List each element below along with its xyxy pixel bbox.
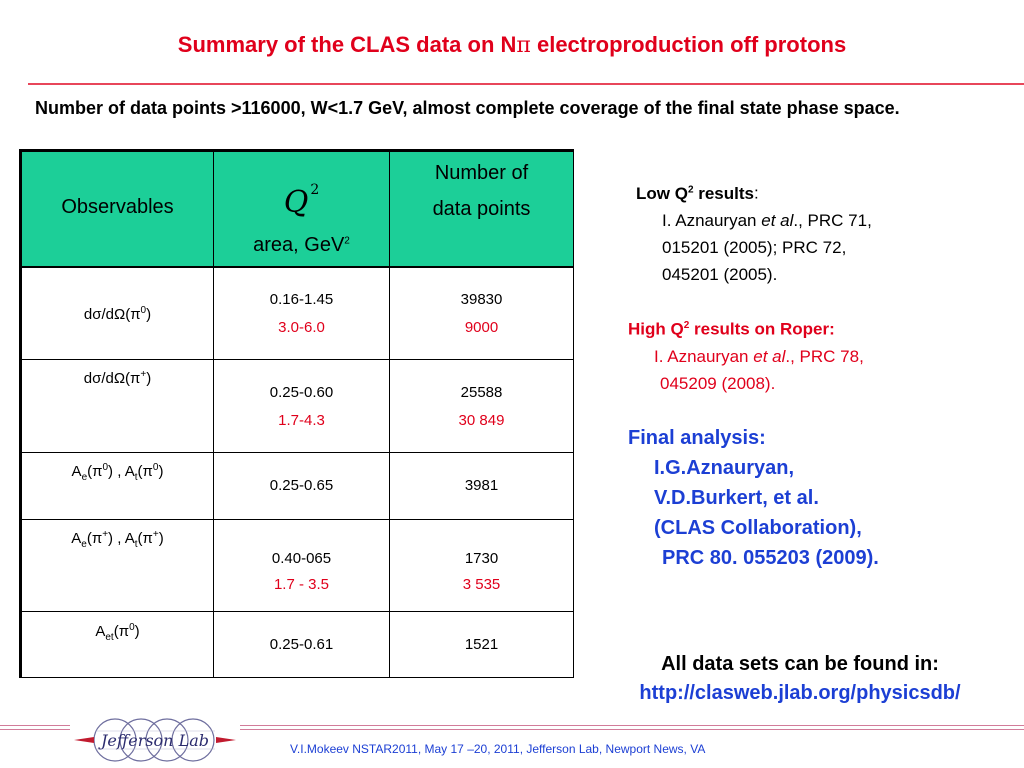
slide-subtitle: Number of data points >116000, W<1.7 GeV, almost complete coverage of the final state phase space. (35, 98, 900, 118)
row-observable: $d\sigma/d\Omega(\pi^0)$ (83, 305, 152, 323)
low-q2-ref-line2: 015201 (2005); PRC 72, (662, 237, 847, 257)
row-npoints: 39830 (460, 291, 503, 308)
header-observables (21, 151, 214, 268)
row-q2-range: 0.25-0.61 (269, 636, 334, 653)
row-q2-range-new: 1.7 - 3.5 (273, 576, 330, 593)
row-q2-range: 0.25-0.65 (269, 477, 334, 494)
high-q2-ref-line2: 045209 (2008). (660, 373, 776, 393)
row-observable: $A_e(\pi^0)$ , $A_t(\pi^0)$ (71, 462, 164, 483)
row-observable: $A_e(\pi^+)$ , $A_t(\pi^+)$ (71, 529, 164, 550)
low-q2-ref-line1: I. Aznauryan et al., PRC 71, (662, 210, 872, 230)
title-divider (28, 83, 1024, 85)
row-observable: dσ/dΩ(π+) (83, 369, 152, 387)
row-npoints: 1521 (464, 636, 499, 653)
row-q2-range: 0.40-065 (271, 550, 332, 567)
low-q2-results (636, 176, 996, 288)
row-npoints-new: 9000 (464, 319, 499, 336)
row-npoints: 1730 (464, 550, 499, 567)
table-row (21, 612, 574, 678)
footer-text: V.I.Mokeev NSTAR2011, May 17 –20, 2011, Jefferson Lab, Newport News, VA (290, 742, 706, 756)
table-row (21, 267, 574, 360)
title-pi: π (516, 33, 531, 58)
all-data-note (560, 650, 1024, 708)
final-line1: I.G.Aznauryan, (654, 457, 795, 479)
header-q2-symbol: Q $^2$ (283, 182, 320, 220)
title-pre: Summary of the CLAS data on N (177, 32, 517, 57)
title-post: electroproduction off protons (530, 32, 847, 57)
header-observables-label: Observables (61, 196, 174, 218)
jefferson-lab-logo (70, 713, 240, 768)
table-row (21, 520, 574, 612)
row-q2-range: 0.25-0.60 (269, 384, 334, 401)
header-q2 (214, 151, 390, 268)
final-heading: Final analysis: (628, 427, 766, 449)
row-q2-range: 0.16-1.45 (269, 291, 334, 308)
physicsdb-link[interactable]: http://clasweb.jlab.org/physicsdb/ (639, 682, 961, 704)
high-q2-heading: High $Q^2$ results on Roper: (628, 319, 835, 339)
table-row (21, 360, 574, 453)
row-q2-range-new: 3.0-6.0 (278, 319, 325, 336)
final-analysis (628, 423, 1008, 573)
all-data-text: All data sets can be found in: (661, 653, 939, 675)
row-npoints: 3981 (464, 477, 499, 494)
table-row (21, 453, 574, 520)
final-line2: V.D.Burkert, et al. (654, 487, 819, 509)
observables-table (19, 149, 574, 678)
final-line3: (CLAS Collaboration), (654, 517, 862, 539)
header-npoints-line2: data points (432, 198, 531, 220)
slide-title (0, 32, 1024, 58)
final-line4: PRC 80. 055203 (2009). (662, 547, 879, 569)
row-npoints-new: 3 535 (462, 576, 501, 593)
row-q2-range-new: 1.7-4.3 (278, 412, 325, 429)
row-npoints: 25588 (460, 384, 503, 401)
header-area-label: area, GeV$^2$ (253, 234, 350, 256)
table-header-row (21, 151, 574, 268)
header-npoints (390, 151, 574, 268)
logo-text: Jefferson Lab (101, 731, 209, 750)
low-q2-ref-line3: 045201 (2005). (662, 264, 778, 284)
header-npoints-line1: Number of (434, 162, 529, 184)
row-observable: $A_{et}(\pi^0)$ (95, 622, 140, 643)
high-q2-results (628, 312, 988, 397)
row-npoints-new: 30 849 (458, 412, 505, 429)
high-q2-ref-line1: I. Aznauryan et al., PRC 78, (654, 346, 864, 366)
low-q2-heading: Low $Q^2$ results: (636, 183, 759, 203)
